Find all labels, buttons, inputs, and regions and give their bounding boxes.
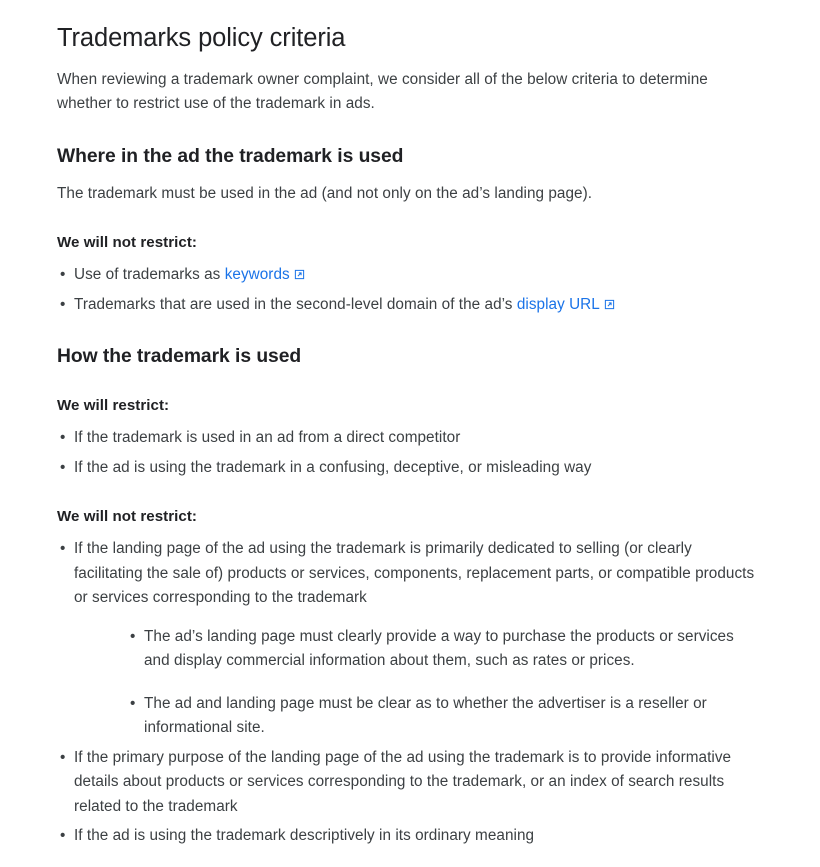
bullet-list-will-not-restrict-2 (57, 537, 763, 849)
bullet-marker-icon: • (130, 694, 136, 712)
open-in-new-icon[interactable] (604, 299, 615, 310)
list-item (57, 426, 763, 451)
bullet-marker-icon: • (60, 295, 66, 313)
sub-label-will-not-restrict-1: We will not restrict: (57, 234, 197, 252)
bullet-list-will-restrict (57, 426, 763, 480)
nested-bullet-list (74, 625, 763, 741)
document-content (57, 22, 763, 849)
list-item-text: Trademarks that are used in the second-level domain of the ad’s (74, 295, 517, 313)
list-item (127, 625, 763, 674)
page-title: Trademarks policy criteria (57, 24, 346, 52)
list-item-text: Use of trademarks as (74, 266, 225, 284)
list-item (57, 456, 763, 481)
bullet-marker-icon: • (60, 827, 66, 845)
bullet-marker-icon: • (60, 429, 66, 447)
list-item (57, 293, 763, 318)
list-item-text: If the primary purpose of the landing page of the ad using the trademark is to provide informative details about products or services corresponding to the trademark, or an index of search results related to the trademark (74, 748, 732, 815)
list-item-text: If the landing page of the ad using the trademark is primarily dedicated to selling (or clearly facilitating the sale of) products or services, components, replacement parts, or compatible products or services corresponding to the trademark (74, 540, 755, 607)
list-item (57, 746, 763, 820)
list-item-text: If the trademark is used in an ad from a direct competitor (74, 429, 461, 447)
bullet-marker-icon: • (60, 748, 66, 766)
link-display-url[interactable]: display URL (516, 295, 600, 313)
list-item-text: If the ad is using the trademark in a confusing, deceptive, or misleading way (74, 458, 592, 476)
list-item (127, 692, 763, 741)
bullet-list-will-not-restrict-1 (57, 263, 763, 317)
list-item (57, 824, 763, 849)
sub-label-will-not-restrict-2: We will not restrict: (57, 508, 197, 526)
intro-paragraph: When reviewing a trademark owner complaint, we consider all of the below criteria to determine whether to restrict use of the trademark in ads. (57, 70, 708, 113)
bullet-marker-icon: • (60, 540, 66, 558)
link-keywords[interactable]: keywords (224, 266, 290, 284)
sub-label-will-restrict: We will restrict: (57, 397, 170, 415)
list-item (57, 263, 763, 288)
list-item-text: If the ad is using the trademark descriptively in its ordinary meaning (74, 827, 535, 845)
section-paragraph-where-trademark-used: The trademark must be used in the ad (and not only on the ad’s landing page). (57, 184, 593, 202)
bullet-marker-icon: • (60, 458, 66, 476)
open-in-new-icon[interactable] (294, 269, 305, 280)
bullet-marker-icon: • (130, 627, 136, 645)
list-item (57, 537, 763, 741)
list-item-text: The ad and landing page must be clear as to whether the advertiser is a reseller or informational site. (144, 694, 707, 737)
list-item-text: The ad’s landing page must clearly provide a way to purchase the products or services and display commercial information about them, such as rates or prices. (144, 627, 734, 670)
bullet-marker-icon: • (60, 266, 66, 284)
section-heading-where-trademark-used: Where in the ad the trademark is used (57, 145, 404, 167)
section-heading-how-trademark-used: How the trademark is used (57, 346, 302, 368)
